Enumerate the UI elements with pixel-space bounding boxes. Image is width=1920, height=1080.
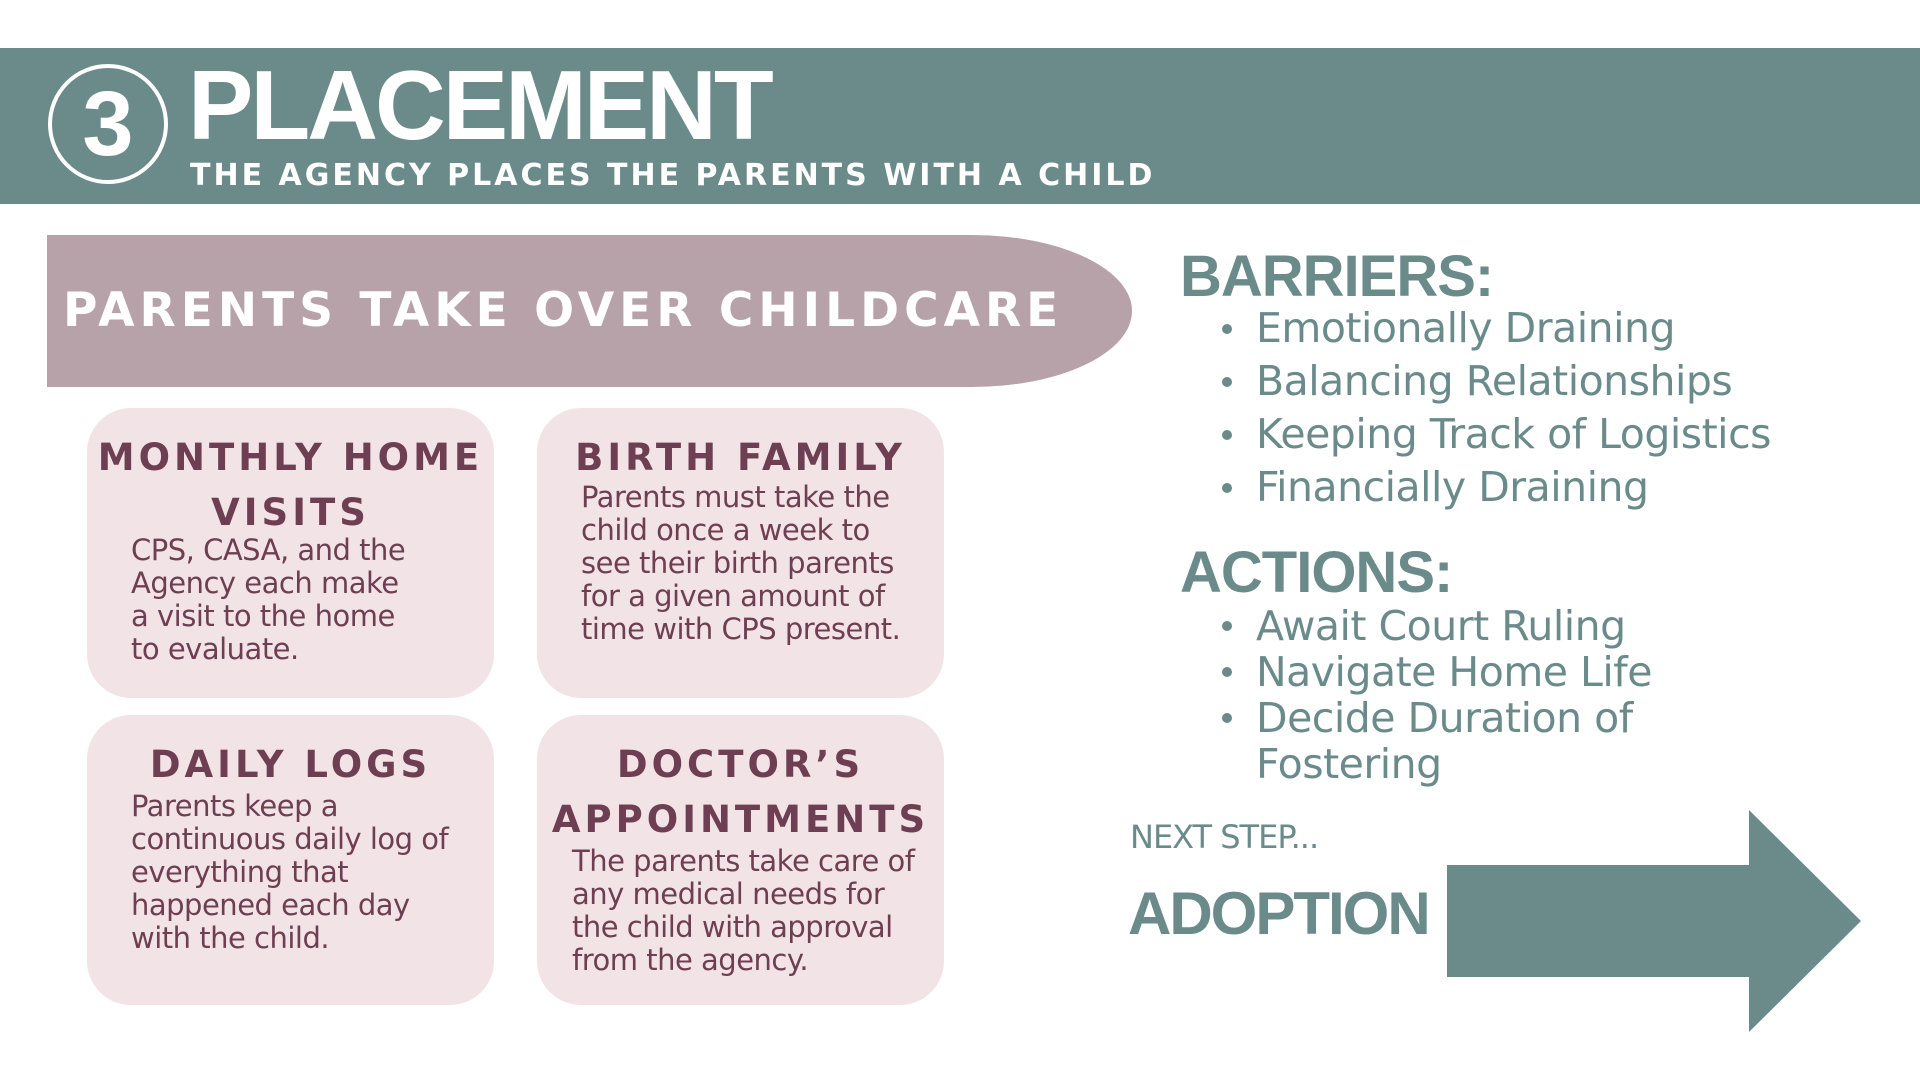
card-title: MONTHLY HOME VISITS xyxy=(97,436,484,534)
card-body: Parents keep a continuous daily log of everything that happened each day with the child. xyxy=(131,789,449,955)
page-subtitle: THE AGENCY PLACES THE PARENTS WITH A CHILD xyxy=(190,158,1156,193)
card-title: BIRTH FAMILY xyxy=(575,436,906,479)
next-step-label: NEXT STEP... xyxy=(1130,818,1319,856)
barriers-heading: BARRIERS: xyxy=(1180,244,1494,309)
card-body: Parents must take the child once a week to see their birth parents for a given amount of time with CPS present. xyxy=(581,480,901,646)
actions-list xyxy=(1222,603,1652,787)
card-title: DAILY LOGS xyxy=(149,743,432,786)
card-body: CPS, CASA, and the Agency each make a visit to the home to evaluate. xyxy=(131,533,406,666)
list-item: Decide Duration of xyxy=(1222,695,1652,741)
card-birth-family xyxy=(537,408,944,698)
list-item: Emotionally Draining xyxy=(1222,302,1771,355)
actions-heading: ACTIONS: xyxy=(1180,540,1453,605)
card-monthly-home-visits xyxy=(87,408,494,698)
list-item: Navigate Home Life xyxy=(1222,649,1652,695)
barriers-list xyxy=(1222,302,1771,514)
list-item: Await Court Ruling xyxy=(1222,603,1652,649)
right-arrow-icon xyxy=(1447,810,1861,1032)
phase-banner xyxy=(47,235,1132,387)
step-number-badge xyxy=(48,64,168,184)
card-doctors-appointments xyxy=(537,715,944,1005)
header-banner xyxy=(0,48,1920,204)
list-item: Balancing Relationships xyxy=(1222,355,1771,408)
list-item: Financially Draining xyxy=(1222,461,1771,514)
step-number: 3 xyxy=(82,73,134,175)
next-step-value: ADOPTION xyxy=(1128,880,1429,947)
list-item: Keeping Track of Logistics xyxy=(1222,408,1771,461)
card-daily-logs xyxy=(87,715,494,1005)
card-title: DOCTOR’S APPOINTMENTS xyxy=(551,743,930,841)
card-body: The parents take care of any medical needs for the child with approval from the agency. xyxy=(572,844,915,977)
page-title: PLACEMENT xyxy=(188,50,771,160)
list-item: Fostering xyxy=(1256,740,1442,788)
phase-banner-text: PARENTS TAKE OVER CHILDCARE xyxy=(63,283,1064,338)
